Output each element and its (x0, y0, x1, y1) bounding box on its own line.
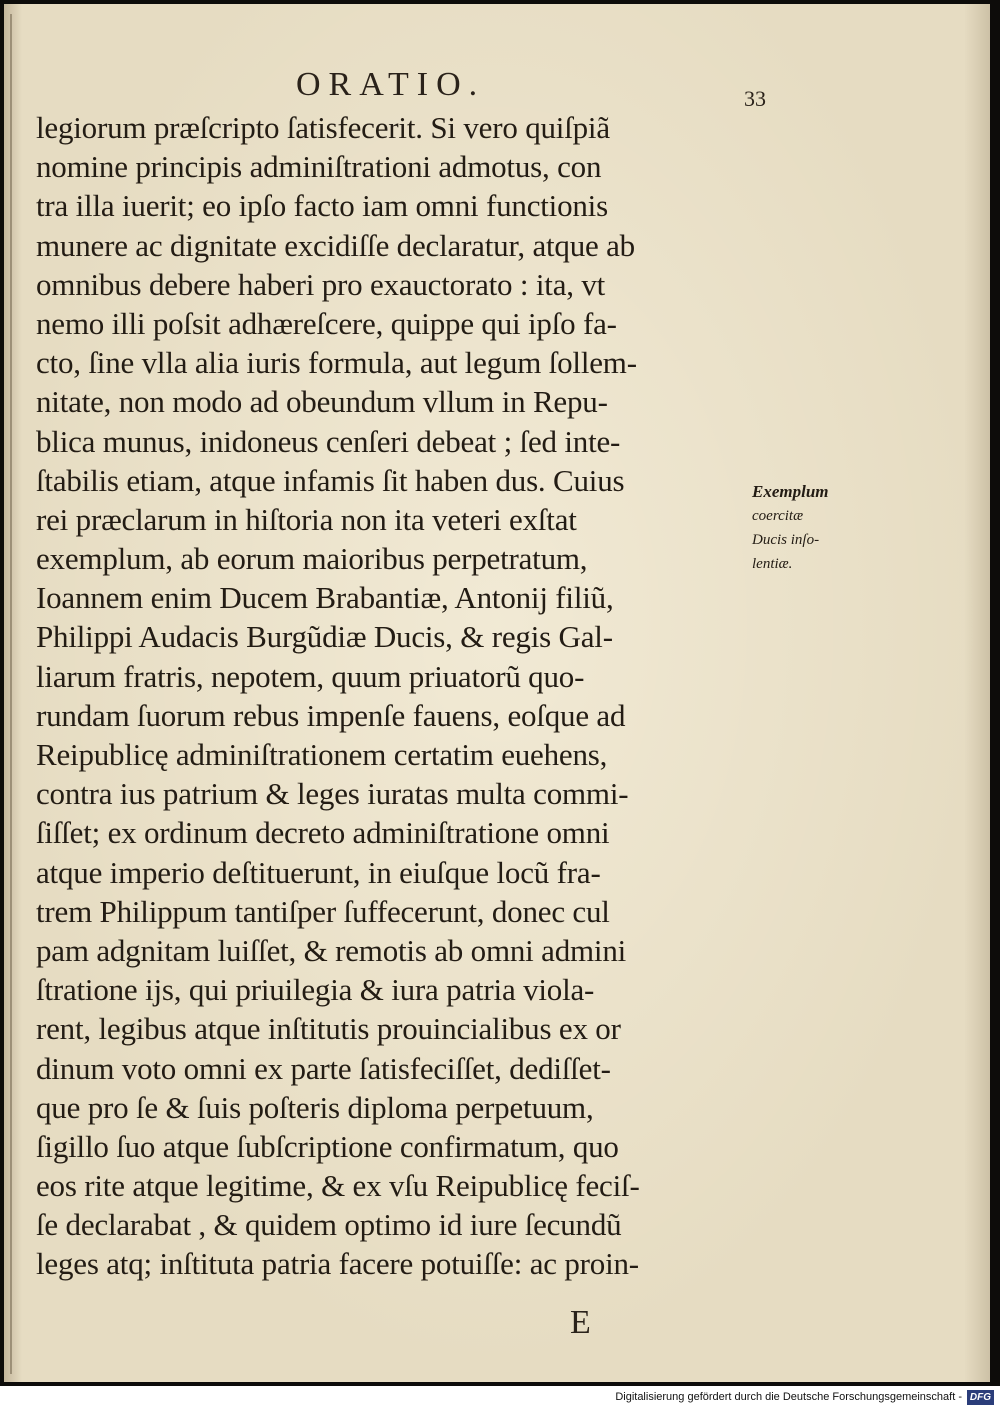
book-page (4, 4, 990, 1382)
text-line: tra illa iuerit; eo ipſo facto iam omni functionis (36, 188, 608, 224)
digitization-footer (0, 1386, 1000, 1411)
catchword-signature: E (570, 1304, 591, 1341)
text-line: omnibus debere haberi pro exauctorato : ita, vt (36, 266, 606, 302)
marginal-note-line: coercitæ (752, 508, 804, 524)
text-line: ſiſſet; ex ordinum decreto adminiſtratione omni (36, 815, 610, 851)
body-text (36, 108, 786, 1284)
text-line: blica munus, inidoneus cenſeri debeat ; ſed inte- (36, 423, 621, 459)
text-line: legiorum præſcripto ſatisfecerit. Si vero quiſpiã (36, 110, 610, 145)
text-line: ſtratione ijs, qui priuilegia & iura patria viola- (36, 972, 595, 1008)
text-line: rent, legibus atque inſtitutis prouincialibus ex or (36, 1011, 621, 1047)
text-line: exemplum, ab eorum maioribus perpetratum, (36, 541, 588, 577)
text-line: liarum fratris, nepotem, quum priuatorũ quo- (36, 658, 585, 694)
text-line: rei præclarum in hiſtoria non ita veteri exſtat (36, 501, 577, 537)
binding-edge (10, 14, 12, 1374)
text-line: dinum voto omni ex parte ſatisfeciſſet, dediſſet- (36, 1050, 611, 1086)
text-line: contra ius patrium & leges iuratas multa commi- (36, 776, 629, 812)
funding-credit: Digitalisierung gefördert durch die Deutsche Forschungsgemeinschaft - (615, 1391, 962, 1403)
text-line: cto, ſine vlla alia iuris formula, aut legum ſollem- (36, 345, 637, 381)
text-line: rundam ſuorum rebus impenſe fauens, eoſque ad (36, 697, 626, 733)
text-line: eos rite atque legitime, & ex vſu Reipublicę feciſ- (36, 1168, 640, 1204)
text-line: leges atq; inſtituta patria facere potuiſſe: ac proin- (36, 1246, 639, 1282)
text-line: atque imperio deſtituerunt, in eiuſque locũ fra- (36, 854, 601, 890)
text-line: pam adgnitam luiſſet, & remotis ab omni admini (36, 932, 627, 968)
marginal-note-line: Ducis inſo- (752, 532, 820, 548)
text-line: trem Philippum tantiſper ſuffecerunt, donec cul (36, 893, 610, 929)
text-line: nemo illi poſsit adhæreſcere, quippe qui ipſo fa- (36, 305, 617, 341)
text-line: Reipublicę adminiſtrationem certatim euehens, (36, 737, 608, 772)
text-line: nomine principis adminiſtrationi admotus, con (36, 149, 602, 185)
marginal-note-line: Exemplum (752, 482, 829, 501)
marginal-note (752, 480, 862, 576)
text-line: que pro ſe & ſuis poſteris diploma perpetuum, (36, 1089, 594, 1125)
marginal-note-line: lentiæ. (752, 556, 793, 572)
text-line: ſigillo ſuo atque ſubſcriptione confirmatum, quo (36, 1128, 619, 1164)
text-line: munere ac dignitate excidiſſe declaratur, atque ab (36, 227, 635, 263)
text-line: nitate, non modo ad obeundum vllum in Repu- (36, 384, 608, 420)
dfg-logo: DFG (967, 1390, 994, 1405)
text-line: Philippi Audacis Burgũdiæ Ducis, & regis Gal- (36, 619, 613, 655)
text-line: ſtabilis etiam, atque infamis ſit haben dus. Cuius (36, 462, 625, 498)
text-line: ſe declarabat , & quidem optimo id iure ſecundũ (36, 1207, 622, 1243)
running-head: ORATIO. (296, 66, 486, 103)
page-number: 33 (744, 86, 766, 111)
text-line: Ioannem enim Ducem Brabantiæ, Antonij filiũ, (36, 580, 614, 616)
